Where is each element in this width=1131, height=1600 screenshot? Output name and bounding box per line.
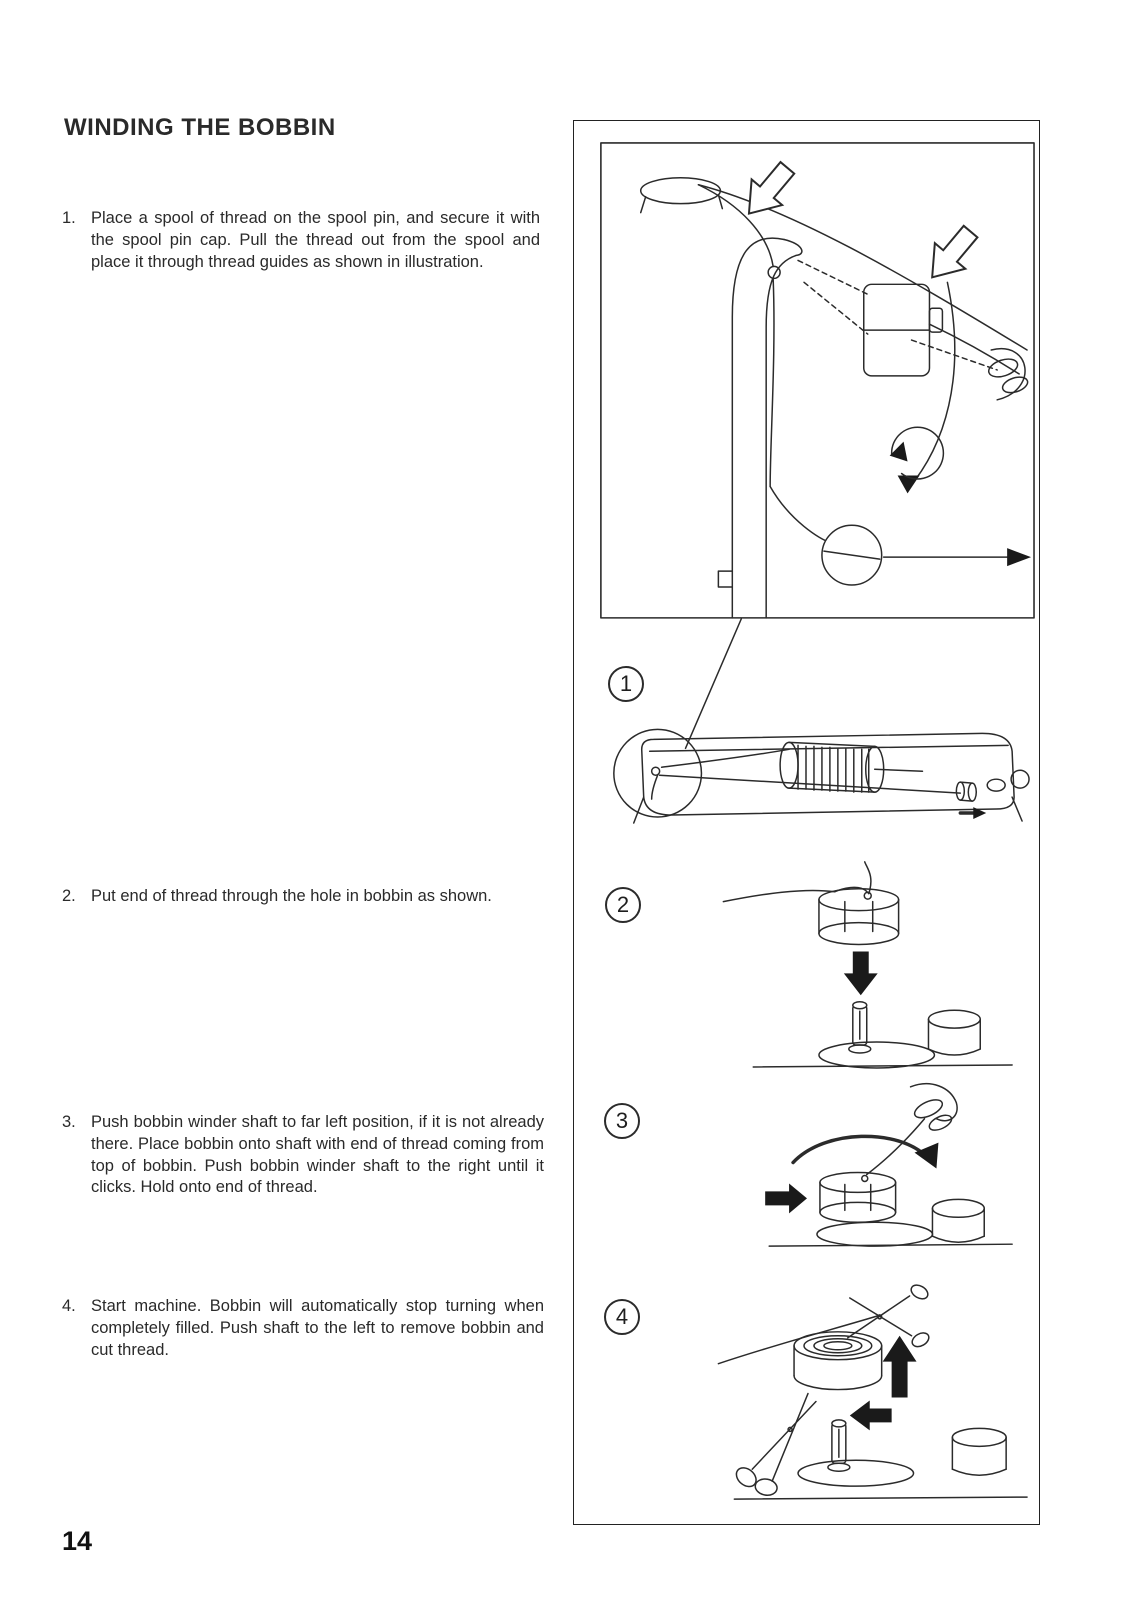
right-arrow-icon <box>1007 548 1031 566</box>
hand-illustration <box>911 1084 958 1121</box>
instruction-step-1 <box>62 208 540 273</box>
callout-step-4: 4 <box>604 1299 640 1335</box>
winder-stop-knob <box>932 1199 984 1217</box>
step-number: 2. <box>62 887 76 905</box>
bobbin <box>819 889 899 911</box>
direction-arrow-icon <box>917 219 986 290</box>
rotation-arrow-icon <box>793 1136 926 1162</box>
bobbin-winder-spindle <box>956 782 964 800</box>
callout-step-3: 3 <box>604 1103 640 1139</box>
page-title: WINDING THE BOBBIN <box>64 114 336 141</box>
step-text: Place a spool of thread on the spool pin, and secure it with the spool pin cap. Pull the thread out from the spool and place it through thread guides as shown in illustration. <box>91 209 540 271</box>
machine-top-view-illustration <box>614 729 1029 823</box>
step-number: 4. <box>62 1297 76 1315</box>
bobbin <box>820 1172 896 1192</box>
winder-stop-knob <box>928 1010 980 1028</box>
step-number: 3. <box>62 1113 76 1131</box>
down-arrow-icon <box>844 951 878 995</box>
instruction-step-4 <box>62 1296 544 1361</box>
thread-through-bobbin-illustration <box>723 862 1012 1068</box>
instruction-step-3 <box>62 1112 544 1199</box>
illustration-panel <box>573 120 1040 1525</box>
page-number: 14 <box>62 1526 93 1556</box>
winder-stop-knob <box>952 1428 1006 1446</box>
thread-path-detail-illustration <box>641 155 1031 618</box>
callout-step-1: 1 <box>608 666 644 702</box>
step-number: 1. <box>62 209 76 227</box>
step-text: Start machine. Bobbin will automatically stop turning when completely filled. Push shaft to the left to remove bobbin and cut thread. <box>91 1297 544 1359</box>
magnifier-circle <box>614 729 702 817</box>
up-arrow-icon <box>883 1336 917 1398</box>
step-text: Put end of thread through the hole in bobbin as shown. <box>91 887 492 905</box>
callout-step-2: 2 <box>605 887 641 923</box>
push-left-arrow-icon <box>850 1401 892 1431</box>
cut-thread-illustration <box>718 1282 1027 1499</box>
scissors-icon <box>752 1402 816 1470</box>
step-text: Push bobbin winder shaft to far left position, if it is not already there. Place bobbin onto shaft with end of thread coming from top of bobbin. Push bobbin winder shaft to the right until it clicks. Hold onto end of thread. <box>91 1113 544 1197</box>
instruction-step-2 <box>62 886 544 908</box>
thread-path-detail-box <box>601 143 1034 618</box>
bobbin-winding-illustrations <box>574 121 1039 1524</box>
bobbin-on-shaft-illustration <box>765 1084 1012 1246</box>
push-right-arrow-icon <box>765 1183 807 1213</box>
